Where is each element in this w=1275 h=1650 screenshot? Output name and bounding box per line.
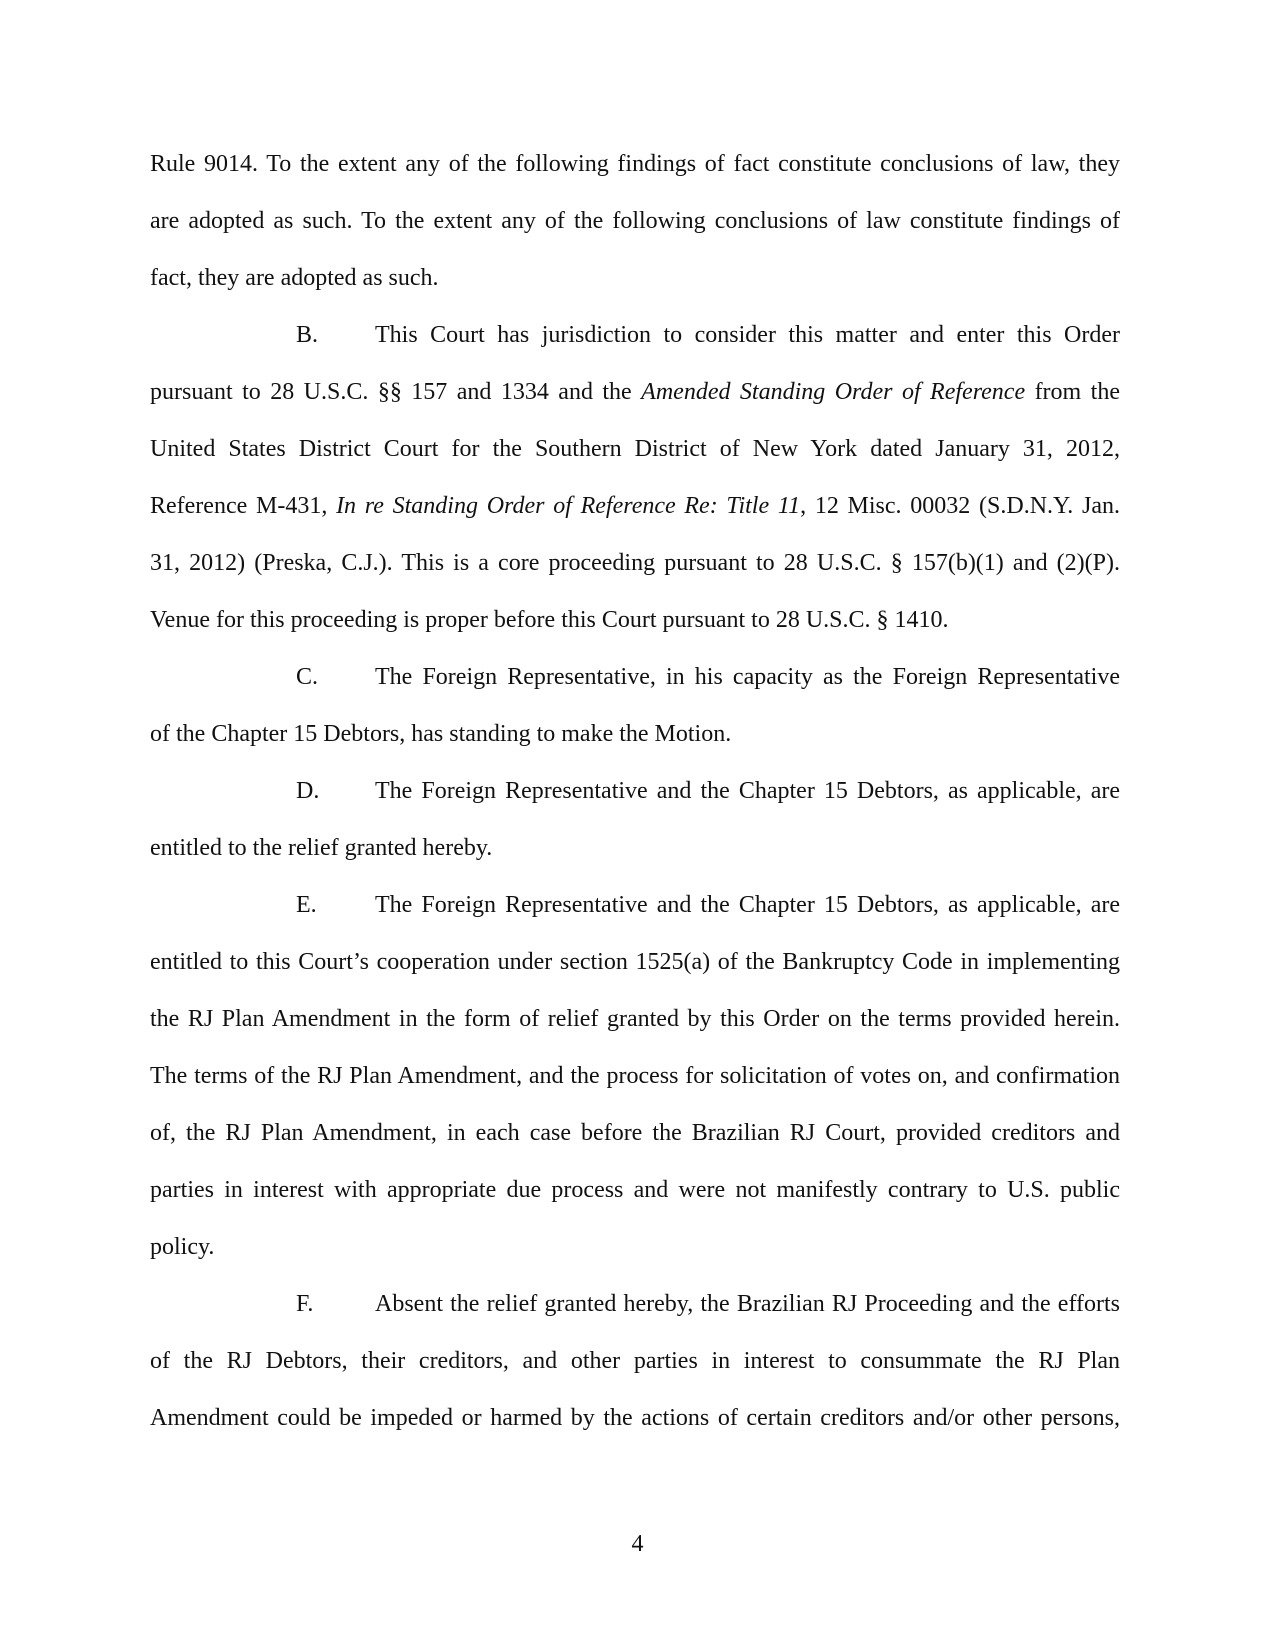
text-line: of the RJ Debtors, their creditors, and other parties in interest to consummate the RJ Plan xyxy=(150,1348,1120,1374)
text-line: Rule 9014. To the extent any of the following findings of fact constitute conclusions of law, they xyxy=(150,151,1120,177)
paragraph-text: The Foreign Representative, in his capacity as the Foreign Representative xyxy=(375,664,1120,690)
paragraph-b-first-line xyxy=(150,307,1120,364)
text-line: of the Chapter 15 Debtors, has standing to make the Motion. xyxy=(150,721,732,747)
text-line: entitled to the relief granted hereby. xyxy=(150,835,493,861)
paragraph-marker: D. xyxy=(296,778,320,804)
text-line: 31, 2012) (Preska, C.J.). This is a core proceeding pursuant to 28 U.S.C. § 157(b)(1) and (2)(P). xyxy=(150,550,1120,576)
text-line: entitled to this Court’s cooperation under section 1525(a) of the Bankruptcy Code in implementing xyxy=(150,949,1120,975)
paragraph-text: The Foreign Representative and the Chapter 15 Debtors, as applicable, are xyxy=(375,778,1120,804)
text-segment: Reference M-431, xyxy=(150,493,337,519)
paragraph-marker: C. xyxy=(296,664,319,690)
paragraph-c-first-line xyxy=(150,649,1120,706)
text-segment: , 12 Misc. 00032 (S.D.N.Y. Jan. xyxy=(800,493,1120,519)
text-line: United States District Court for the Southern District of New York dated January 31, 2012, xyxy=(150,436,1120,462)
case-citation-italic: In re Standing Order of Reference Re: Title 11 xyxy=(336,493,801,519)
case-citation-italic: Amended Standing Order of Reference xyxy=(641,379,1026,405)
text-line xyxy=(150,364,1120,421)
text-line: of, the RJ Plan Amendment, in each case before the Brazilian RJ Court, provided creditors and xyxy=(150,1120,1120,1146)
text-line: parties in interest with appropriate due process and were not manifestly contrary to U.S. public xyxy=(150,1177,1120,1203)
text-line: Amendment could be impeded or harmed by the actions of certain creditors and/or other persons, xyxy=(150,1405,1120,1431)
paragraph-marker: B. xyxy=(296,322,319,348)
text-line: The terms of the RJ Plan Amendment, and the process for solicitation of votes on, and confirmation xyxy=(150,1063,1120,1089)
paragraph-text: The Foreign Representative and the Chapter 15 Debtors, as applicable, are xyxy=(375,892,1120,918)
text-line: the RJ Plan Amendment in the form of relief granted by this Order on the terms provided herein. xyxy=(150,1006,1120,1032)
paragraph-text: This Court has jurisdiction to consider this matter and enter this Order xyxy=(375,322,1120,348)
paragraph-text: Absent the relief granted hereby, the Brazilian RJ Proceeding and the efforts xyxy=(375,1291,1120,1317)
text-line: policy. xyxy=(150,1234,215,1260)
paragraph-marker: F. xyxy=(296,1291,314,1317)
paragraph-e-first-line xyxy=(150,877,1120,934)
paragraph-d-first-line xyxy=(150,763,1120,820)
text-segment: from the xyxy=(1025,379,1120,405)
page-number: 4 xyxy=(631,1531,644,1557)
text-line: are adopted as such. To the extent any of the following conclusions of law constitute findings of xyxy=(150,208,1120,234)
text-line: Venue for this proceeding is proper before this Court pursuant to 28 U.S.C. § 1410. xyxy=(150,607,949,633)
paragraph-f-first-line xyxy=(150,1276,1120,1333)
paragraph-marker: E. xyxy=(296,892,317,918)
text-line: fact, they are adopted as such. xyxy=(150,265,439,291)
body-text xyxy=(150,136,1120,1447)
text-line xyxy=(150,478,1120,535)
text-segment: pursuant to 28 U.S.C. §§ 157 and 1334 and the xyxy=(150,379,642,405)
